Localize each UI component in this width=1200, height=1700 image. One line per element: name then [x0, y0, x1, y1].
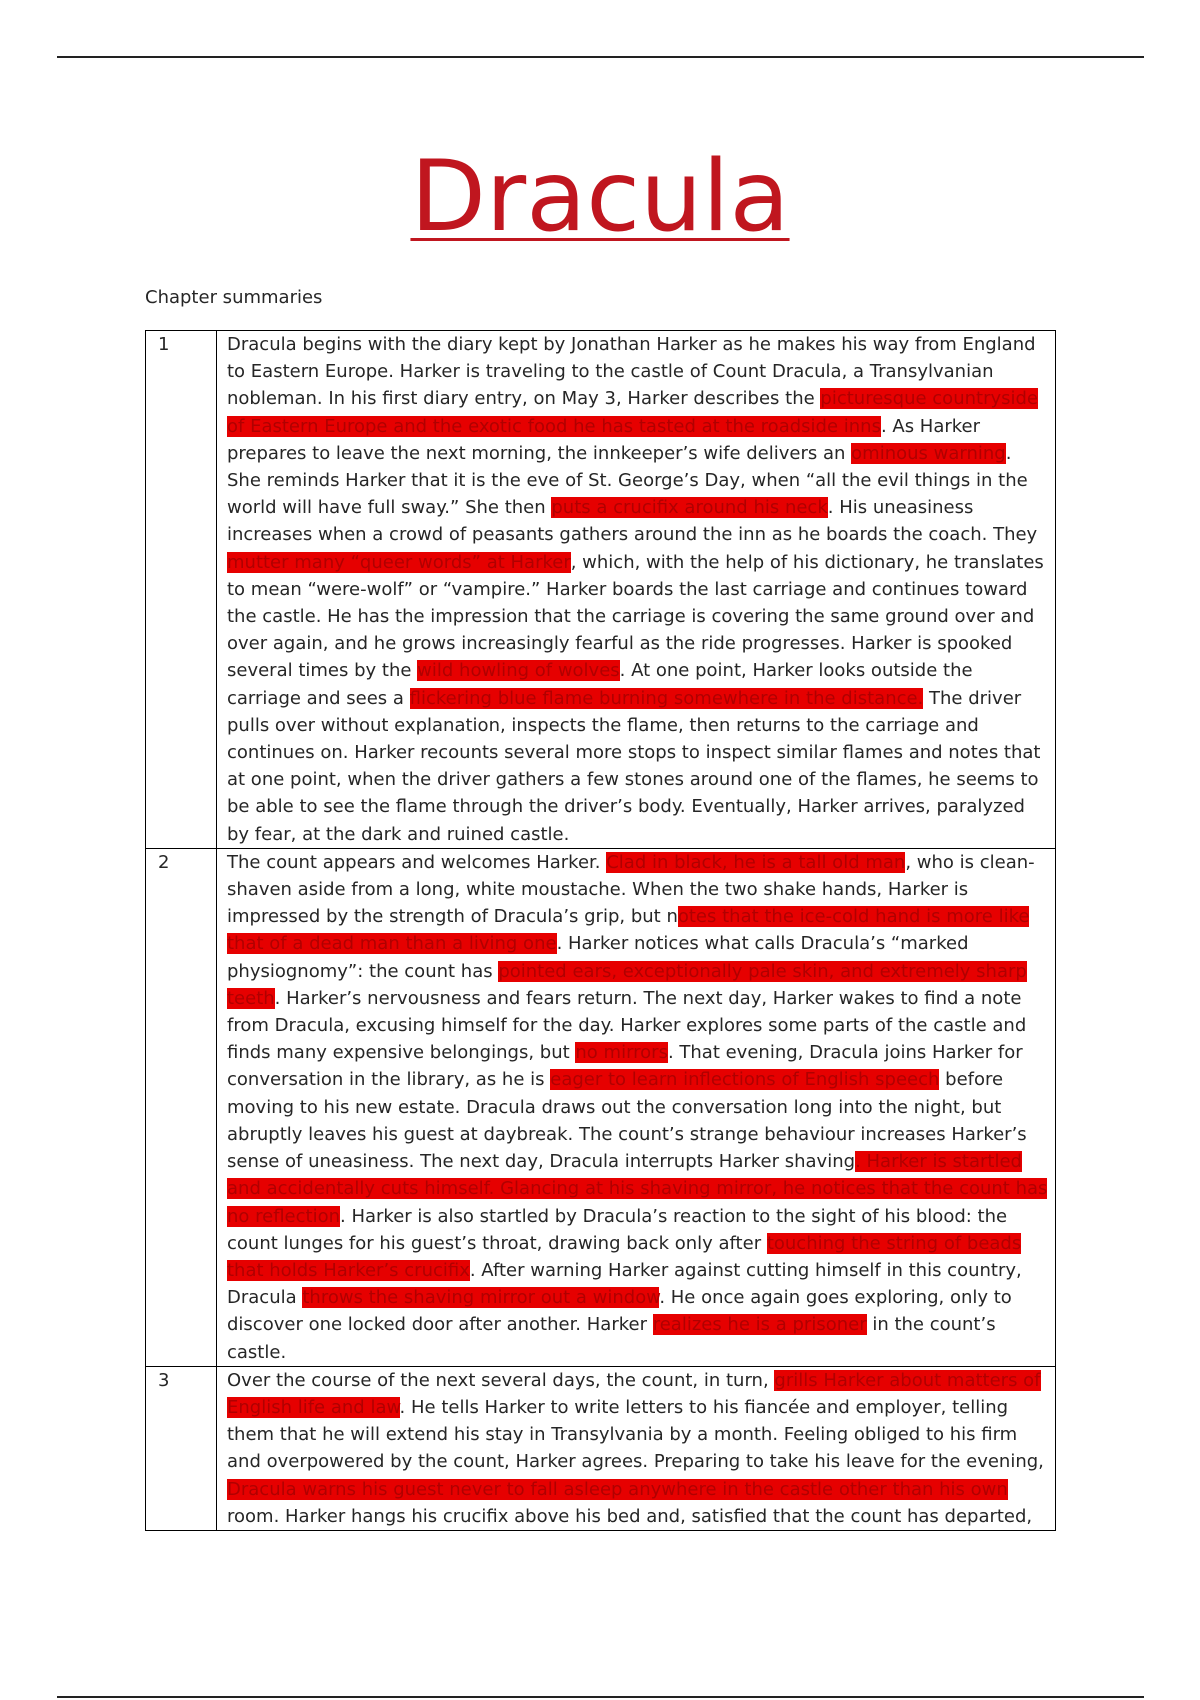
highlighted-phrase: pointed ears, exceptionally pale skin, and extremely sharp teeth [227, 960, 1027, 1009]
summary-text: . As Harker prepares to leave the next morning, the innkeeper’s wife delivers an [227, 415, 981, 464]
highlighted-phrase: picturesque countryside of Eastern Europe and the exotic food he has tasted at the roadside inns [227, 388, 1038, 437]
summary-text: The count appears and welcomes Harker. [227, 851, 607, 873]
document-subtitle: Chapter summaries [145, 287, 323, 308]
highlighted-phrase: no mirrors [575, 1042, 668, 1064]
summary-text: Over the course of the next several days, the count, in turn, [227, 1369, 775, 1391]
summary-text: . He once again goes exploring, only to discover one locked door after another. Harker [227, 1287, 1012, 1336]
footer-rule [57, 1696, 1144, 1698]
summary-text: Dracula begins with the diary kept by Jonathan Harker as he makes his way from England to Eastern Europe. Harker is traveling to the castle of Count Dracula, a Transylvanian nobleman. In his first diary entry, on May 3, Harker describes the [227, 334, 1036, 410]
highlighted-phrase: Clad in black, he is a tall old man [606, 851, 906, 873]
highlighted-phrase: eager to learn inflections of English speech [550, 1069, 940, 1091]
document-title: Dracula [410, 140, 790, 254]
summary-text: . After warning Harker against cutting himself in this country, Dracula [227, 1259, 1022, 1309]
summary-text: . Harker’s nervousness and fears return. The next day, Harker wakes to find a note from Dracula, excusing himself for the day. Harker explores some parts of the castle and finds many expensive belongings, but [227, 987, 1027, 1064]
summary-text: room. Harker hangs his crucifix above his bed and, satisfied that the count has departed, [227, 1505, 1033, 1527]
chapter-number: 2 [146, 848, 217, 1366]
summary-text: The driver pulls over without explanation, inspects the flame, then returns to the carriage and continues on. Harker recounts several more stops to inspect similar flames and notes that at one point, when the driver gathers a few stones around one of the flames, he seems to be able to see the flame through the driver’s body. Eventually, Harker arrives, paralyzed by fear, at the dark and ruined castle. [227, 687, 1041, 845]
highlighted-phrase: touching the string of beads that holds Harker’s crucifix [227, 1232, 1022, 1281]
summary-text: , who is clean-shaven aside from a long, white moustache. When the two shake hands, Harker is impressed by the strength of Dracula’s grip, but n [227, 851, 1035, 928]
highlighted-phrase: wild howling of wolves [417, 660, 620, 682]
chapter-row [146, 331, 1056, 849]
highlighted-phrase: throws the shaving mirror out a window [302, 1287, 660, 1309]
highlighted-phrase: grills Harker about matters of English life and law [227, 1369, 1041, 1418]
chapter-summary [217, 331, 1056, 849]
chapter-number: 3 [146, 1366, 217, 1530]
highlighted-phrase: puts a crucifix around his neck [551, 497, 828, 519]
highlighted-phrase: otes that the ice-cold hand is more like that of a dead man than a living one [227, 906, 1030, 955]
summary-text: before moving to his new estate. Dracula draws out the conversation long into the night, but abruptly leaves his guest at daybreak. The count’s strange behaviour increases Harker’s sense of uneasiness. The next day, Dracula interrupts Harker shaving [227, 1069, 1027, 1173]
summary-text: . He tells Harker to write letters to his fiancée and employer, telling them that he will extend his stay in Transylvania by a month. Feeling obliged to his firm and overpowered by the count, Harker agrees. Preparing to take his leave for the evening, [227, 1396, 1044, 1473]
chapter-summaries-table [145, 330, 1056, 1531]
summary-text: . At one point, Harker looks outside the carriage and sees a [227, 660, 973, 709]
chapter-summary [217, 848, 1056, 1366]
summary-text: . That evening, Dracula joins Harker for conversation in the library, as he is [227, 1042, 1023, 1091]
highlighted-phrase: . Harker is startled and accidentally cuts himself. Glancing at his shaving mirror, he notices that the count has no reflection [227, 1151, 1048, 1227]
highlighted-phrase: Dracula warns his guest never to fall asleep anywhere in the castle other than his own [227, 1478, 1008, 1500]
summary-text: . She reminds Harker that it is the eve of St. George’s Day, when “all the evil things in the world will have full sway.” She then [227, 442, 1028, 519]
highlighted-phrase: mutter many “queer words” at Harker [227, 551, 571, 573]
chapter-row [146, 1366, 1056, 1530]
summary-text: . Harker notices what calls Dracula’s “marked physiognomy”: the count has [227, 933, 969, 982]
highlighted-phrase: realizes he is a prisoner [652, 1314, 867, 1336]
summary-text: . His uneasiness increases when a crowd of peasants gathers around the inn as he boards the coach. They [227, 497, 1038, 546]
chapter-row [146, 848, 1056, 1366]
summary-text: in the count’s castle. [227, 1314, 996, 1363]
summary-text: . Harker is also startled by Dracula’s reaction to the sight of his blood: the count lunges for his guest’s throat, drawing back only after [227, 1205, 1008, 1254]
chapter-summary [217, 1366, 1056, 1530]
header-rule [57, 56, 1144, 58]
chapter-number: 1 [146, 331, 217, 849]
summary-text: , which, with the help of his dictionary, he translates to mean “were-wolf” or “vampire.” Harker boards the last carriage and continues toward the castle. He has the impression that the carriage is covering the same ground over and over again, and he grows increasingly fearful as the ride progresses. Harker is spooked several times by the [227, 551, 1044, 682]
highlighted-phrase: flickering blue flame burning somewhere in the distance. [409, 687, 924, 709]
highlighted-phrase: ominous warning [851, 442, 1006, 464]
